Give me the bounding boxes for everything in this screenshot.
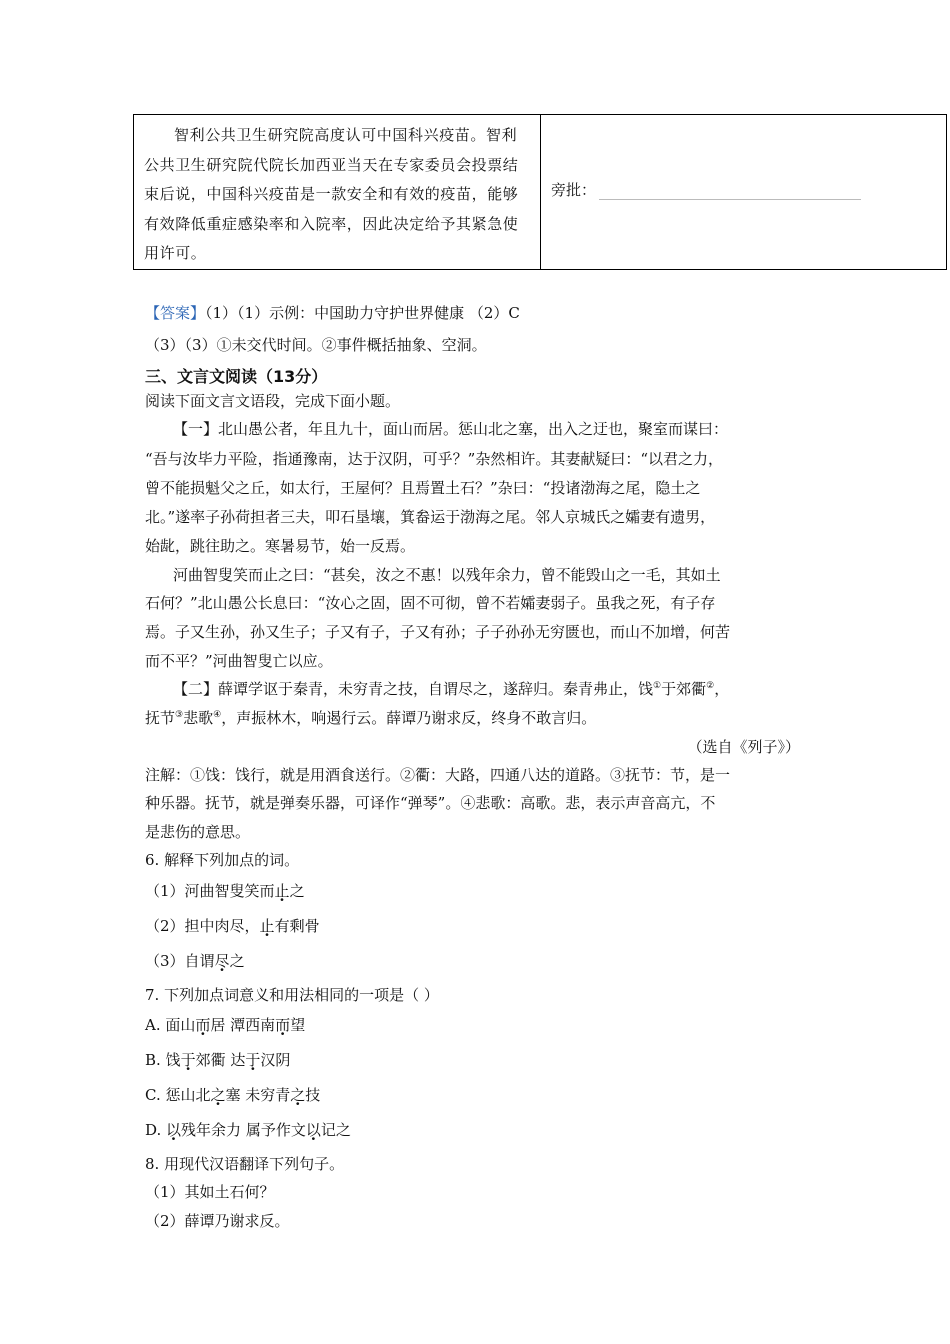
- answer-tag: 【答案】: [145, 304, 206, 322]
- answer-line-2: （3）（3）①未交代时间。②事件概括抽象、空洞。: [145, 336, 487, 354]
- question-7-option-c[interactable]: C. 惩山北之塞 未穷青之技: [145, 1086, 321, 1104]
- passage2-line: 焉。子又生孙，孙又生子；子又有子，子又有孙；子子孙孙无穷匮也，而山不加增，何苦: [145, 623, 731, 641]
- question-7-option-a[interactable]: A. 面山而居 潭西南而望: [145, 1016, 306, 1034]
- passage1-line: 【一】北山愚公者，年且九十，面山而居。惩山北之塞，出入之迂也，聚室而谋曰：: [173, 420, 729, 438]
- margin-note-label: 旁批：: [551, 181, 597, 199]
- footnote-mark: ③: [175, 710, 184, 720]
- passage3-line-1: 【二】薛谭学讴于秦青，未穷青之技，自谓尽之，遂辞归。秦青弗止，饯①于郊衢②，: [173, 680, 730, 698]
- notes-line: 注解：①饯：饯行，就是用酒食送行。②衢：大路，四通八达的道路。③抚节：节，是一: [145, 766, 731, 784]
- question-6-item-3: （3）自谓尽之: [145, 952, 245, 970]
- dotted-char: 于: [245, 1051, 261, 1069]
- answer-line-1: 【答案】（1）（1）示例：中国助力守护世界健康 （2）C: [145, 304, 520, 322]
- table-left-cell: 智利公共卫生研究院高度认可中国科兴疫苗。智利公共卫生研究院代院长加西亚当天在专家委员会投票结束后说，中国科兴疫苗是一款安全和有效的疫苗，能够有效降低重症感染率和入院率，因此决定给予其紧急使用许可。: [134, 115, 541, 269]
- dotted-char: 而: [275, 1016, 291, 1034]
- passage1-line: 始龀，跳往助之。寒暑易节，始一反焉。: [145, 537, 416, 555]
- question-8-stem: 8. 用现代汉语翻译下列句子。: [145, 1155, 345, 1173]
- dotted-char: 以: [305, 1121, 321, 1139]
- passage1-line: “吾与汝毕力平险，指通豫南，达于汉阴，可乎？”杂然相许。其妻献疑曰：“以君之力，: [145, 450, 724, 468]
- table-right-cell: [541, 115, 946, 269]
- dotted-char: 止: [274, 882, 290, 900]
- margin-note-blank[interactable]: [599, 199, 861, 200]
- notes-line: 种乐器。抚节，就是弹奏乐器，可译作“弹琴”。④悲歌：高歌。悲，表示声音高亢，不: [145, 794, 716, 812]
- passage2-line: 河曲智叟笑而止之曰：“甚矣，汝之不惠！以残年余力，曾不能毁山之一毛，其如土: [173, 566, 721, 584]
- dotted-char: 而: [195, 1016, 211, 1034]
- dotted-char: 于: [180, 1051, 196, 1069]
- passage1-line: 曾不能损魁父之丘，如太行，王屋何？且焉置土石？”杂曰：“投诸渤海之尾，隐土之: [145, 479, 701, 497]
- footnote-mark: ①: [653, 681, 662, 691]
- question-6-item-2: （2）担中肉尽，止有剩骨: [145, 917, 320, 935]
- passage2-line: 而不平？”河曲智叟亡以应。: [145, 652, 333, 670]
- passage1-line: 北。”遂率子孙荷担者三夫，叩石垦壤，箕畚运于渤海之尾。邻人京城氏之孀妻有遗男，: [145, 508, 716, 526]
- footnote-mark: ②: [706, 681, 715, 691]
- dotted-char: 之: [290, 1086, 306, 1104]
- question-7-option-d[interactable]: D. 以残年余力 属予作文以记之: [145, 1121, 351, 1139]
- question-6-stem: 6. 解释下列加点的词。: [145, 851, 300, 869]
- question-7-stem: 7. 下列加点词意义和用法相同的一项是（ ）: [145, 986, 439, 1004]
- section-instruction: 阅读下面文言文语段，完成下面小题。: [145, 392, 401, 410]
- annotation-table: [133, 114, 947, 270]
- dotted-char: 尽: [214, 952, 230, 970]
- dotted-char: 之: [210, 1086, 226, 1104]
- dotted-char: 以: [166, 1121, 182, 1139]
- question-6-item-1: （1）河曲智叟笑而止之: [145, 882, 305, 900]
- question-7-option-b[interactable]: B. 饯于郊衢 达于汉阴: [145, 1051, 291, 1069]
- footnote-mark: ④: [213, 710, 222, 720]
- section-title: 三、文言文阅读（13分）: [145, 367, 328, 386]
- passage2-line: 石何？”北山愚公长息曰：“汝心之固，固不可彻，曾不若孀妻弱子。虽我之死，有子存: [145, 594, 716, 612]
- question-8-item-2: （2）薛谭乃谢求反。: [145, 1212, 290, 1230]
- dotted-char: 止: [259, 917, 275, 935]
- passage-source: （选自《列子》）: [687, 738, 800, 756]
- notes-line: 是悲伤的意思。: [145, 823, 251, 841]
- passage3-line-2: 抚节③悲歌④，声振林木，响遏行云。薛谭乃谢求反，终身不敢言归。: [145, 709, 597, 727]
- question-8-item-1: （1）其如土石何？: [145, 1183, 275, 1201]
